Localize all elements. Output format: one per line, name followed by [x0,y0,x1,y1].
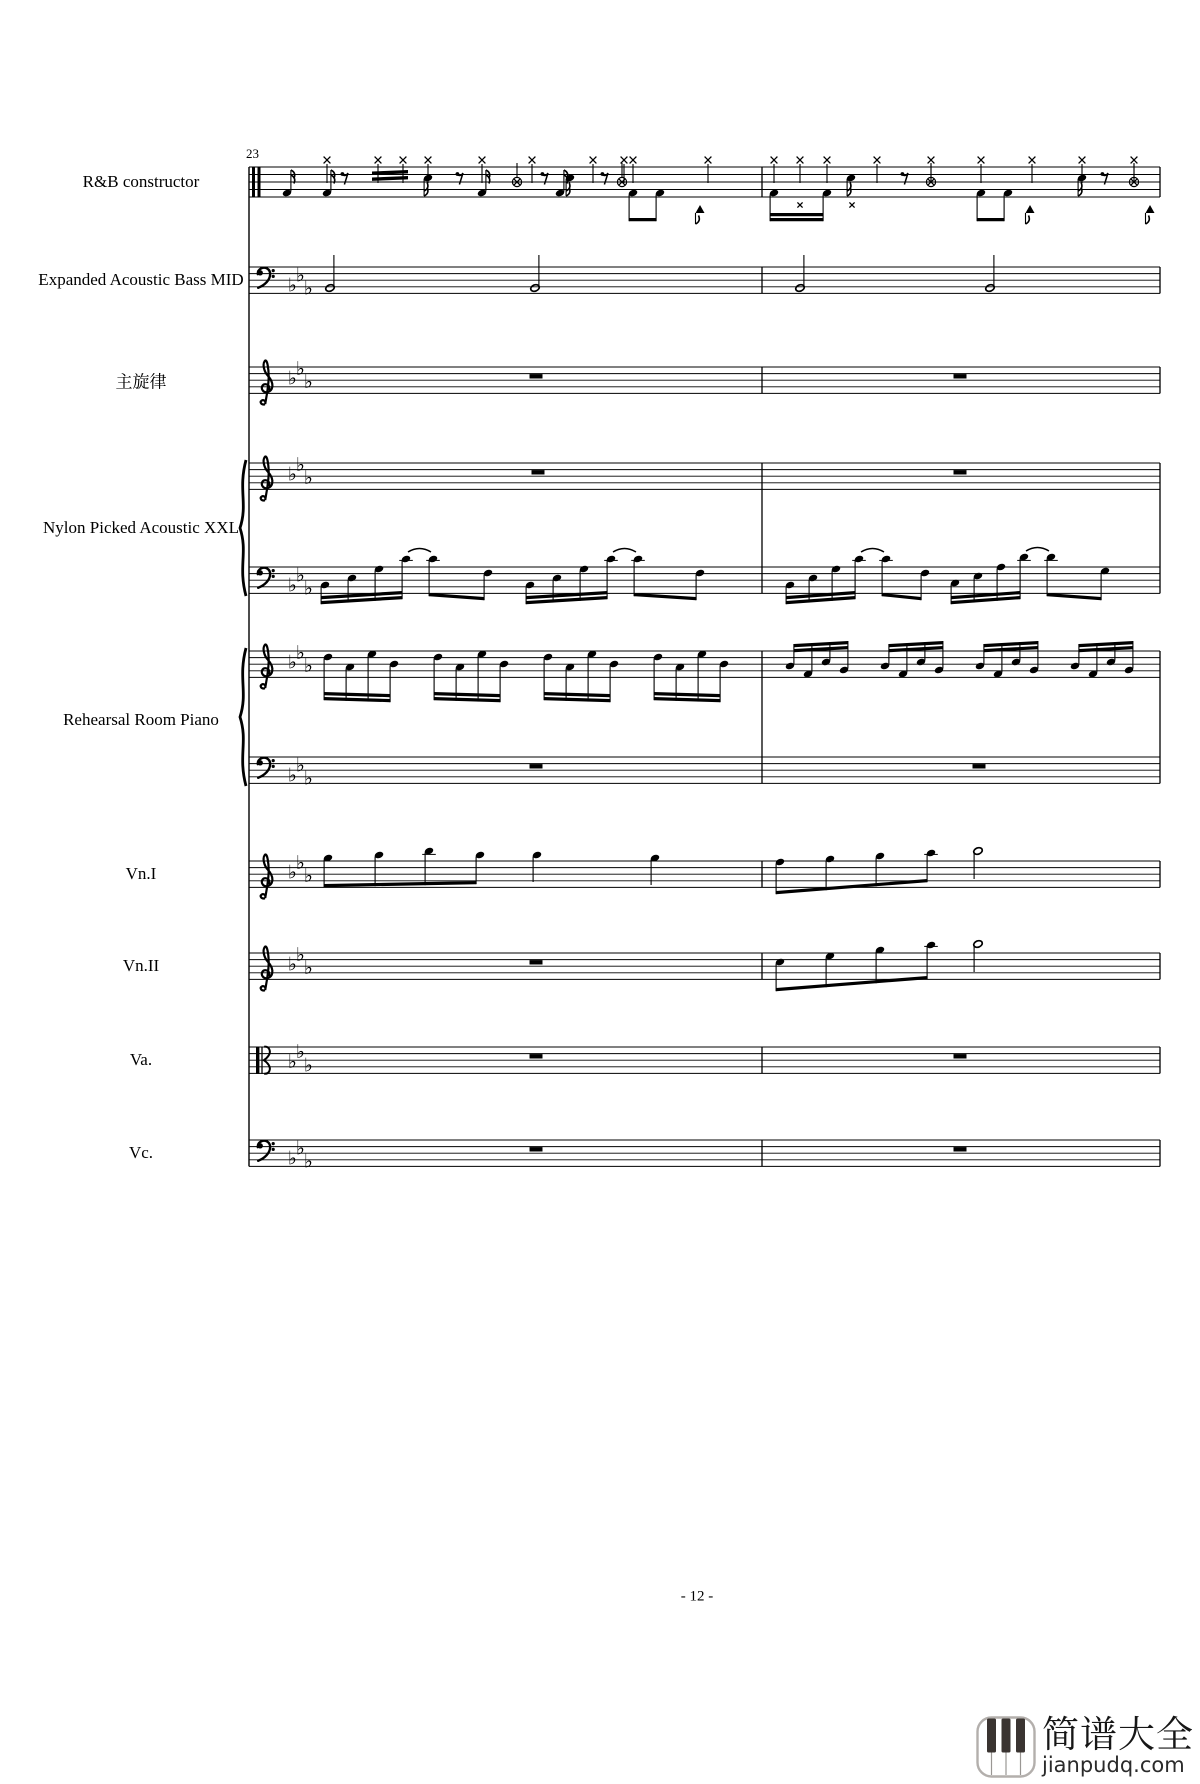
svg-text:♭: ♭ [296,357,305,380]
staff-acoustic-bass [249,255,1160,300]
staff-viola [249,1041,1160,1076]
staff-piano-bass [249,754,1160,789]
staff-cello [249,1137,1160,1172]
svg-text:♭: ♭ [288,367,297,390]
svg-text:♭: ♭ [296,943,305,966]
svg-text:♭: ♭ [296,641,305,664]
svg-text:♭: ♭ [304,371,313,393]
svg-text:♭: ♭ [288,764,297,787]
svg-text:♭: ♭ [296,264,305,287]
grand-staff-brace-1 [240,648,246,786]
svg-text:♭: ♭ [296,1041,305,1064]
instrument-label-0: R&B constructor [82,172,200,191]
instrument-label-7: Va. [129,1050,153,1069]
svg-text:♭: ♭ [304,577,313,600]
site-watermark [976,1713,1194,1778]
svg-text:♭: ♭ [296,851,305,874]
svg-text:♭: ♭ [304,1054,313,1077]
instrument-label-5: Vn.I [125,864,157,883]
grand-staff-brace-0 [240,460,246,596]
svg-text:♭: ♭ [288,1051,297,1073]
piano-keys-icon [976,1716,1036,1778]
site-watermark-text [1042,1713,1194,1777]
svg-text:♭: ♭ [296,1137,305,1160]
svg-text:♭: ♭ [288,651,297,674]
svg-text:♭: ♭ [288,1147,297,1170]
site-domain: jianpudq.com [1042,1753,1185,1777]
svg-text:♭: ♭ [304,957,313,979]
instrument-label-1: Expanded Acoustic Bass MID [38,270,244,289]
svg-text:♭: ♭ [304,865,313,887]
measure-number: 23 [246,146,259,161]
instrument-label-6: Vn.II [122,956,160,975]
staff-nylon-treble [249,454,1160,501]
svg-text:♭: ♭ [304,467,313,489]
instrument-label-4: Rehearsal Room Piano [63,710,219,729]
instrument-label-8: Vc. [128,1143,154,1162]
svg-text:♭: ♭ [304,767,313,790]
staff-rnb-constructor [249,157,1160,224]
svg-text:♭: ♭ [288,274,297,297]
svg-text:♭: ♭ [296,754,305,777]
site-title: 简谱大全 [1042,1713,1194,1756]
staff-violin-1 [249,847,1160,899]
svg-text:♭: ♭ [296,564,305,587]
svg-text:♭: ♭ [288,953,297,976]
svg-text:♭: ♭ [288,861,297,884]
svg-text:♭: ♭ [304,1150,313,1173]
staff-main-melody [249,358,1160,405]
svg-text:♭: ♭ [288,574,297,597]
instrument-label-2: 主旋律 [115,372,167,392]
svg-text:♭: ♭ [304,277,313,300]
staff-piano-treble [249,641,1160,702]
staff-violin-2 [249,940,1160,992]
instrument-label-3: Nylon Picked Acoustic XXL [43,518,239,537]
svg-text:♭: ♭ [288,463,297,486]
staff-nylon-bass [249,548,1160,605]
svg-text:♭: ♭ [296,453,305,476]
svg-text:♭: ♭ [304,655,313,677]
page-number: - 12 - [680,1588,714,1605]
